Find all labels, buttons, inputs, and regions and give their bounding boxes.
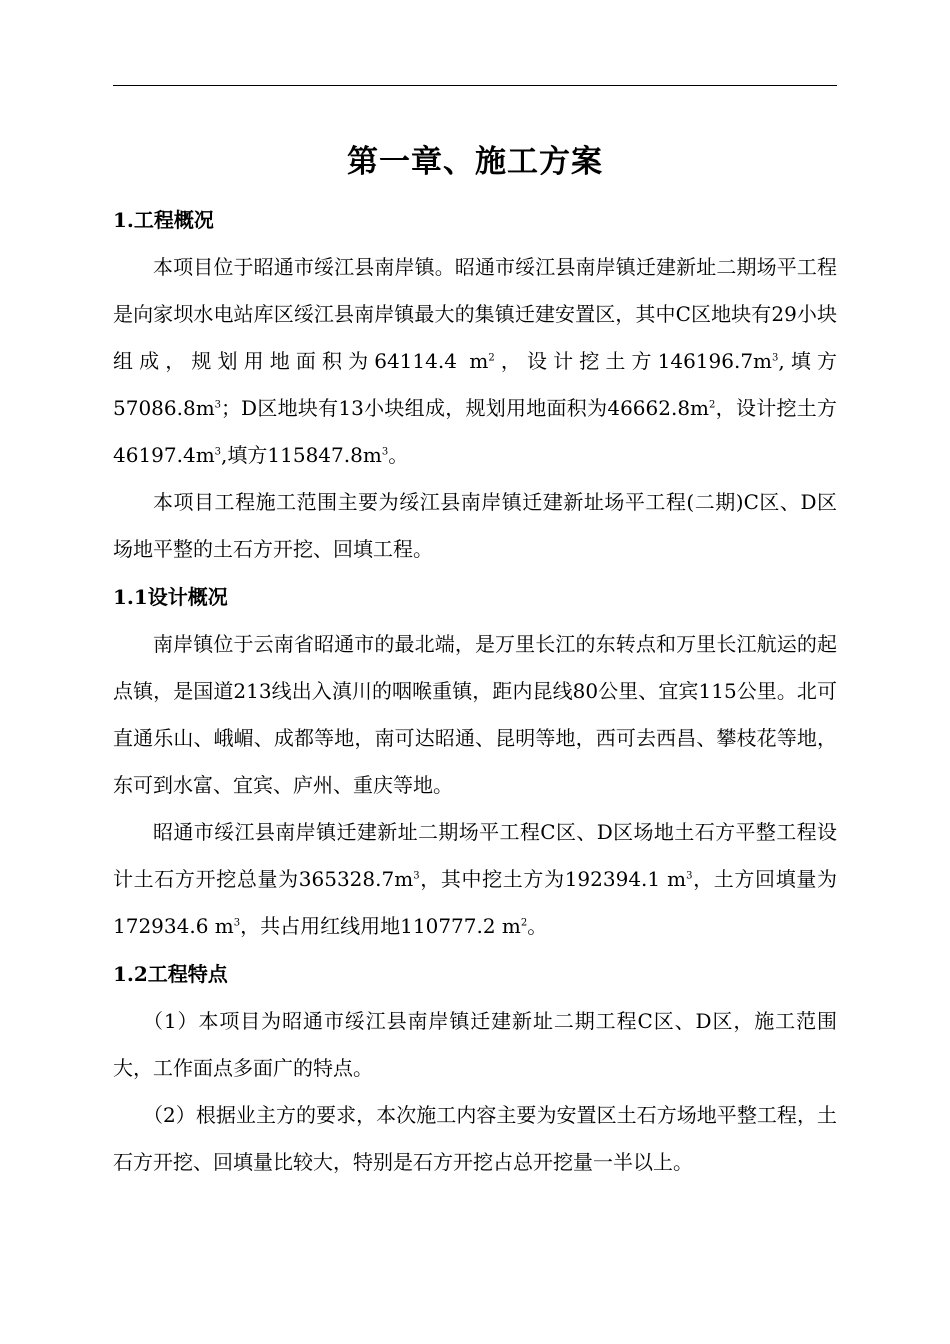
overview-paragraph-1: 本项目位于昭通市绥江县南岸镇。昭通市绥江县南岸镇迁建新址二期场平工程是向家坝水电站库区绥江县南岸镇最大的集镇迁建安置区，其中C区地块有29小块组成，规划用地面积为64114.4 $m^2$，设计挖土方$146196.7m^3$,填方$57086.8m^3$；D区地块有13小块组成，规划用地面积为$46662.8m^2$，设计挖土方$46197.4m^3$,填方$115847.8m^3$。 xyxy=(113,255,838,467)
superscript: 2 xyxy=(488,352,495,364)
chapter-title: 第一章、施工方案 xyxy=(347,144,603,180)
superscript: 3 xyxy=(233,917,241,929)
superscript: 3 xyxy=(214,399,222,411)
design-paragraph-2: 昭通市绥江县南岸镇迁建新址二期场平工程C区、D区场地土石方平整工程设计土石方开挖总量为$365328.7m^3$，其中挖土方为192394.1 $m^3$，土方回填量为172934.6 $m^3$，共占用红线用地110777.2 $m^2$。 xyxy=(113,820,837,938)
superscript: 3 xyxy=(413,870,420,882)
superscript: 3 xyxy=(772,352,779,364)
section-heading-features: 1.2工程特点 xyxy=(113,962,228,986)
superscript: 3 xyxy=(686,870,693,882)
feature-item-1: （1）本项目为昭通市绥江县南岸镇迁建新址二期工程C区、D区，施工范围大，工作面点多面广的特点。 xyxy=(113,1009,837,1080)
feature-item-2: （2）根据业主方的要求，本次施工内容主要为安置区土石方场地平整工程，土石方开挖、回填量比较大，特别是石方开挖占总开挖量一半以上。 xyxy=(113,1103,837,1174)
superscript: 3 xyxy=(214,446,222,458)
section-heading-overview: 1.工程概况 xyxy=(113,208,214,232)
section-heading-design: 1.1设计概况 xyxy=(113,585,228,609)
overview-paragraph-2: 本项目工程施工范围主要为绥江县南岸镇迁建新址场平工程(二期)C区、D区场地平整的土石方开挖、回填工程。 xyxy=(113,490,837,561)
superscript: 2 xyxy=(520,917,528,929)
superscript: 2 xyxy=(709,399,716,411)
design-paragraph-1: 南岸镇位于云南省昭通市的最北端，是万里长江的东转点和万里长江航运的起点镇，是国道213线出入滇川的咽喉重镇，距内昆线80公里、宜宾115公里。北可直通乐山、峨嵋、成都等地，南可达昭通、昆明等地，西可去西昌、攀枝花等地，东可到水富、宜宾、庐州、重庆等地。 xyxy=(113,632,837,797)
header-rule xyxy=(113,85,837,86)
document-body xyxy=(113,134,837,1186)
superscript: 3 xyxy=(381,446,389,458)
